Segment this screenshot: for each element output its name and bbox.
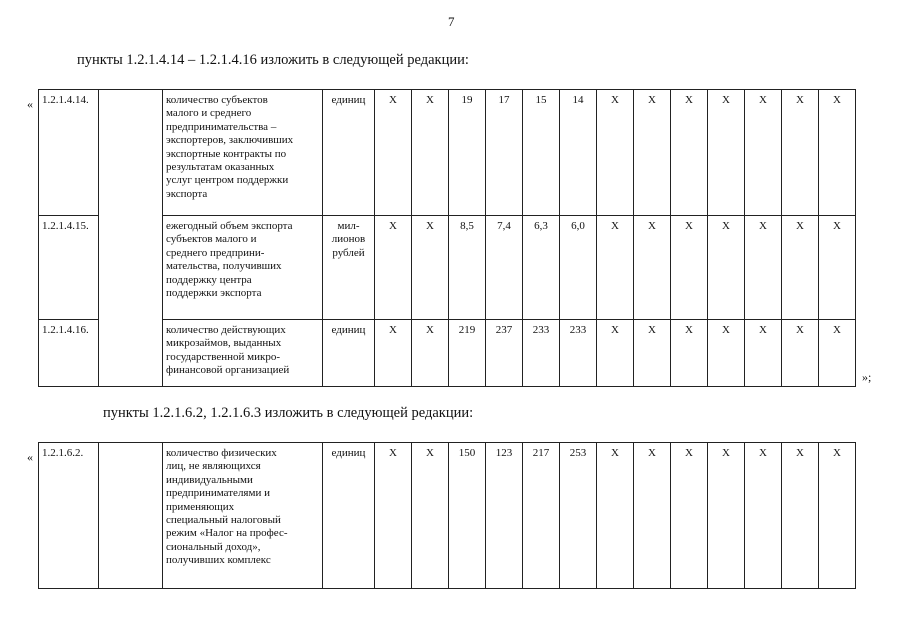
value-cell: 8,5: [449, 216, 486, 320]
value-cell: X: [819, 443, 856, 589]
value-cell: 17: [486, 90, 523, 216]
value-cell: 150: [449, 443, 486, 589]
value-cell: X: [634, 320, 671, 387]
row-number-cell: 1.2.1.4.15.: [39, 216, 99, 320]
cell-text-line: предпринимательства –: [166, 120, 277, 133]
cell-text-line: сиональный доход»,: [166, 540, 261, 553]
cell-text-line: малого и среднего: [166, 107, 252, 120]
value-cell: X: [708, 216, 745, 320]
section-heading-2: пункты 1.2.1.6.2, 1.2.1.6.3 изложить в следующей редакции:: [103, 405, 474, 421]
value-cell: X: [708, 320, 745, 387]
cell-text-line: количество действующих: [166, 324, 286, 336]
value-cell: 217: [523, 443, 560, 589]
value-cell: 6,0: [560, 216, 597, 320]
page-number: 7: [448, 14, 455, 29]
value-cell: X: [819, 216, 856, 320]
cell-text-line: мательства, получивших: [166, 260, 282, 273]
opening-quote-2: «: [27, 450, 33, 464]
table-row: [39, 90, 856, 216]
cell-text-line: ежегодный объем экспорта: [166, 220, 293, 232]
value-cell: 233: [560, 320, 597, 387]
value-cell: X: [375, 216, 412, 320]
cell-text-line: результатам оказанных: [166, 161, 275, 174]
value-cell: X: [597, 320, 634, 387]
cell-text-line: предпринимателями и: [166, 487, 270, 500]
cell-text-line: субъектов малого и: [166, 233, 257, 246]
value-cell: 123: [486, 443, 523, 589]
value-cell: X: [782, 443, 819, 589]
cell-text-line: лиц, не являющихся: [166, 460, 261, 473]
value-cell: X: [745, 216, 782, 320]
unit-cell: [323, 443, 375, 589]
indicator-description-cell: [163, 216, 323, 320]
value-cell: 237: [486, 320, 523, 387]
cell-text-line: экспортеров, заключивших: [166, 134, 294, 147]
cell-text-line: среднего предприни-: [166, 246, 265, 259]
table-row: [39, 443, 856, 589]
unit-cell: [323, 320, 375, 387]
value-cell: X: [782, 90, 819, 216]
value-cell: 7,4: [486, 216, 523, 320]
value-cell: 19: [449, 90, 486, 216]
value-cell: X: [597, 443, 634, 589]
value-cell: X: [412, 90, 449, 216]
indicator-description-cell: [163, 90, 323, 216]
value-cell: X: [782, 320, 819, 387]
value-cell: X: [745, 443, 782, 589]
cell-text-line: лионов: [331, 233, 366, 246]
blank-merged-cell: [99, 90, 163, 387]
row-number-cell: 1.2.1.4.16.: [39, 320, 99, 387]
cell-text-line: услуг центром поддержки: [166, 174, 289, 187]
cell-text-line: единиц: [331, 94, 366, 106]
value-cell: 253: [560, 443, 597, 589]
value-cell: X: [671, 320, 708, 387]
cell-text-line: экспорта: [166, 187, 208, 200]
cell-text-line: индивидуальными: [166, 473, 253, 486]
cell-text-line: поддержку центра: [166, 273, 252, 286]
cell-text-line: количество субъектов: [166, 94, 268, 106]
value-cell: X: [375, 90, 412, 216]
section-heading-1: пункты 1.2.1.4.14 – 1.2.1.4.16 изложить в следующей редакции:: [77, 52, 469, 68]
cell-text-line: экспортные контракты по: [166, 147, 287, 160]
cell-text-line: получивших комплекс: [166, 554, 271, 567]
value-cell: X: [671, 216, 708, 320]
value-cell: X: [634, 90, 671, 216]
value-cell: X: [708, 443, 745, 589]
value-cell: X: [819, 320, 856, 387]
cell-text-line: режим «Налог на профес-: [166, 527, 288, 540]
value-cell: X: [634, 216, 671, 320]
value-cell: 219: [449, 320, 486, 387]
value-cell: 14: [560, 90, 597, 216]
indicator-description-cell: [163, 320, 323, 387]
indicator-description-cell: [163, 443, 323, 589]
value-cell: 15: [523, 90, 560, 216]
value-cell: X: [671, 443, 708, 589]
value-cell: X: [597, 90, 634, 216]
value-cell: X: [782, 216, 819, 320]
value-cell: X: [745, 320, 782, 387]
value-cell: X: [745, 90, 782, 216]
value-cell: X: [708, 90, 745, 216]
cell-text-line: единиц: [331, 447, 366, 459]
unit-cell: [323, 216, 375, 320]
row-number-cell: 1.2.1.4.14.: [39, 90, 99, 216]
cell-text-line: специальный налоговый: [166, 514, 281, 527]
cell-text-line: микрозаймов, выданных: [166, 337, 282, 350]
cell-text-line: единиц: [331, 324, 366, 336]
cell-text-line: финансовой организацией: [166, 364, 290, 377]
indicators-table-1: [38, 89, 856, 387]
value-cell: X: [634, 443, 671, 589]
value-cell: X: [412, 320, 449, 387]
value-cell: X: [412, 216, 449, 320]
cell-text-line: государственной микро-: [166, 350, 281, 363]
value-cell: X: [412, 443, 449, 589]
value-cell: 6,3: [523, 216, 560, 320]
cell-text-line: количество физических: [166, 447, 277, 459]
unit-cell: [323, 90, 375, 216]
blank-merged-cell: [99, 443, 163, 589]
value-cell: X: [375, 320, 412, 387]
row-number-cell: 1.2.1.6.2.: [39, 443, 99, 589]
opening-quote-1: «: [27, 97, 33, 111]
cell-text-line: применяющих: [166, 500, 235, 513]
value-cell: X: [597, 216, 634, 320]
cell-text-line: поддержки экспорта: [166, 287, 262, 300]
value-cell: X: [819, 90, 856, 216]
indicators-table-2: [38, 442, 856, 589]
value-cell: 233: [523, 320, 560, 387]
cell-text-line: мил-: [337, 220, 360, 232]
value-cell: X: [375, 443, 412, 589]
cell-text-line: рублей: [332, 246, 365, 259]
value-cell: X: [671, 90, 708, 216]
closing-quote-1: »;: [862, 370, 872, 384]
